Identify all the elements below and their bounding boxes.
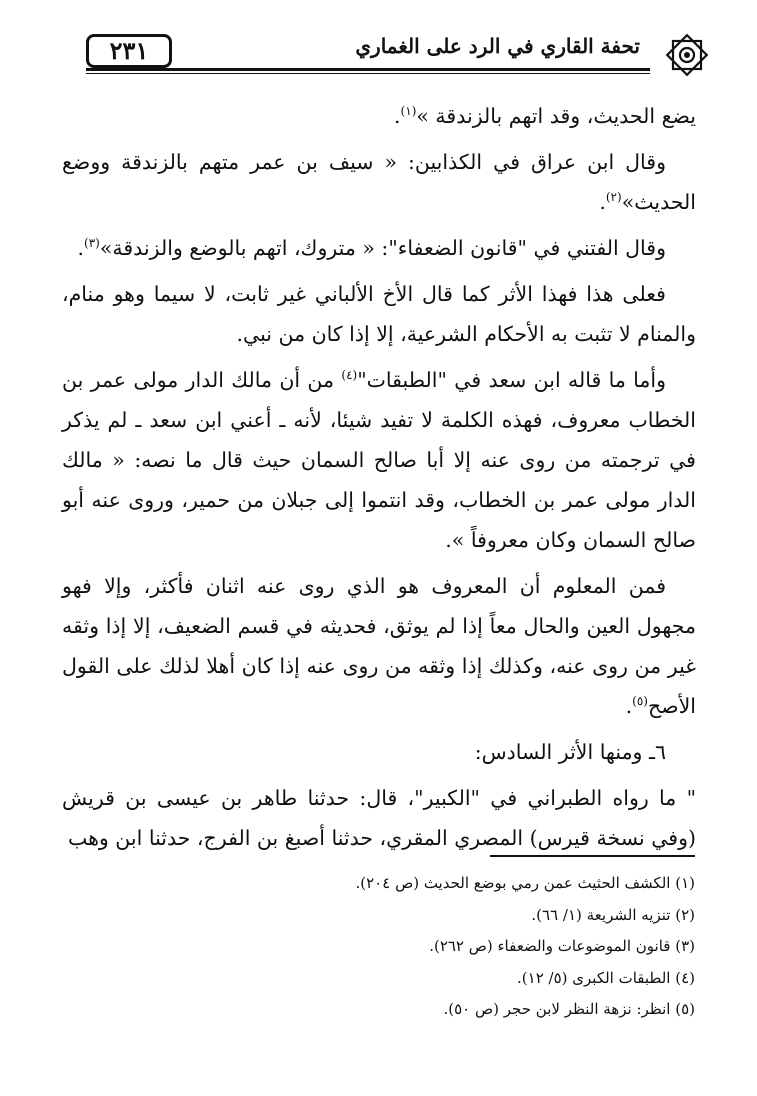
book-title: تحفة القاري في الرد على الغماري <box>355 34 640 58</box>
paragraph: وقال ابن عراق في الكذابين: « سيف بن عمر متهم بالزندقة ووضع الحديث»$^{(٢)}$. <box>62 150 696 214</box>
section-heading: ٦ـ ومنها الأثر السادس: <box>474 740 666 764</box>
main-text <box>62 96 696 858</box>
paragraph: وأما ما قاله ابن سعد في "الطبقات"$^{(٤)}$ من أن مالك الدار مولى عمر بن الخطاب معروف، فهذه الكلمة لا تفيد شيئا، لأنه ـ أعني ابن سعد ـ لم يذكر في ترجمته من روى عنه إلا أبا صالح السمان حيث قال ما نصه: « مالك الدار مولى عمر بن الخطاب، وقد انتموا إلى جبلان من حمير، وروى عنه أبو صالح السمان وكان معروفاً ». <box>62 368 696 552</box>
paragraph: يضع الحديث، وقد اتهم بالزندقة »$^{(١)}$. <box>394 104 696 128</box>
footnote-item: (٢) تنزيه الشريعة (١/ ٦٦). <box>531 905 695 924</box>
paragraph: فمن المعلوم أن المعروف هو الذي روى عنه اثنان فأكثر، وإلا فهو مجهول العين والحال معاً إذا لم يوثق، فحديثه في قسم الضعيف، إلا إذا وثقه غير من روى عنه، وكذلك إذا وثقه من روى عنه إذا كان أهلا لذلك على القول الأصح$^{(٥)}$. <box>62 574 696 718</box>
footnote-ref: (٣) <box>84 236 100 251</box>
page-number: ٢٣١ <box>86 34 172 68</box>
paragraph: فعلى هذا فهذا الأثر كما قال الأخ الألباني غير ثابت، لا سيما وهو منام، والمنام لا تثبت به الأحكام الشرعية، إلا إذا كان من نبي. <box>62 282 696 346</box>
footnote-item: (١) الكشف الحثيث عمن رمي بوضع الحديث (ص ٢٠٤). <box>355 874 695 892</box>
footnote-ref: (٢) <box>605 190 622 205</box>
footnote-ref: (٥) <box>632 694 648 709</box>
footnote-ref: (١) <box>400 104 417 119</box>
paragraph: وقال الفتني في "قانون الضعفاء": « متروك، اتهم بالوضع والزندقة»$^{(٣)}$. <box>77 236 666 260</box>
footnote-item: (٣) قانون الموضوعات والضعفاء (ص ٢٦٢). <box>429 937 695 955</box>
footnote-separator <box>490 855 695 857</box>
paragraph: " ما رواه الطبراني في "الكبير"، قال: حدثنا طاهر بن عيسى بن قريش (وفي نسخة قيرس) المصري المقري، حدثنا أصبغ بن الفرج، حدثنا ابن وهب <box>62 786 696 850</box>
star-ornament-icon <box>662 30 712 80</box>
header-rule-thin <box>86 73 650 74</box>
footnote-ref: (٤) <box>341 368 358 383</box>
page-header <box>86 30 712 78</box>
footnotes <box>61 868 695 1026</box>
footnote-item: (٥) انظر: نزهة النظر لابن حجر (ص ٥٠). <box>443 1000 695 1018</box>
header-rule <box>86 68 650 71</box>
footnote-item: (٤) الطبقات الكبرى (٥/ ١٢). <box>517 968 695 987</box>
